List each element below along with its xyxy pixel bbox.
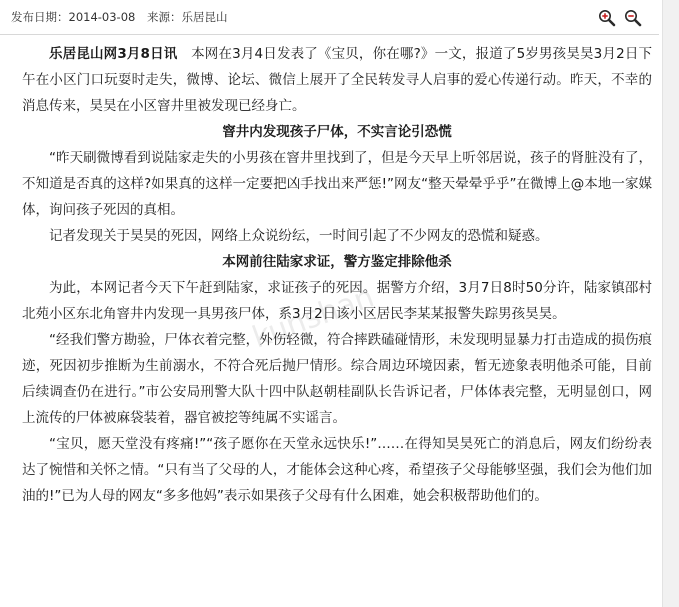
zoom-in-icon[interactable] xyxy=(598,9,616,27)
paragraph: 为此，本网记者今天下午赶到陆家，求证孩子的死因。据警方介绍，3月7日8时50分许，陆家镇邵村北苑小区东北角窨井内发现一具男孩尸体，系3月2日该小区居民李某某报警失踪男孩昊昊。 xyxy=(22,280,652,322)
paragraph: “昨天刷微博看到说陆家走失的小男孩在窨井里找到了，但是今天早上听邻居说，孩子的肾脏没有了，不知道是否真的这样?如果真的这样一定要把凶手找出来严惩!”网友“整天晕晕乎乎”在微博上@本地一家媒体，询问孩子死因的真相。 xyxy=(22,150,652,218)
paragraph xyxy=(22,41,652,119)
source xyxy=(147,10,228,24)
paragraph: “经我们警方勘验，尸体衣着完整，外伤轻微，符合摔跌磕碰情形，未发现明显暴力打击造成的损伤痕迹，死因初步推断为生前溺水，不符合死后抛尸情形。综合周边环境因素，暂无迹象表明他杀可能，目前后续调查仍在进行。”市公安局刑警大队十四中队赵朝桂副队长告诉记者，尸体体表完整，无明显创口，网上流传的尸体被麻袋装着，器官被挖等纯属不实谣言。 xyxy=(22,332,652,426)
source-label: 来源： xyxy=(147,10,182,24)
paragraph-text: 本网在3月4日发表了《宝贝，你在哪?》一文，报道了5岁男孩昊昊3月2日下午在小区门口玩耍时走失，微博、论坛、微信上展开了全民转发寻人启事的爱心传递行动。昨天，不幸的消息传来，昊昊在小区窨井里被发现已经身亡。 xyxy=(22,46,652,114)
date-label: 发布日期： xyxy=(11,10,69,24)
zoom-out-icon[interactable] xyxy=(624,9,642,27)
watermark: kunshan xyxy=(247,279,379,356)
paragraph: 记者发现关于昊昊的死因，网络上众说纷纭，一时间引起了不少网友的恐慌和疑惑。 xyxy=(49,228,549,244)
dateline: 乐居昆山网3月8日讯 xyxy=(49,46,178,62)
section-heading: 本网前往陆家求证，警方鉴定排除他杀 xyxy=(222,254,452,270)
date-value: 2014-03-08 xyxy=(68,10,136,24)
article-body xyxy=(22,41,652,509)
section-heading: 窨井内发现孩子尸体，不实言论引恐慌 xyxy=(222,124,452,140)
publish-date xyxy=(11,10,135,24)
source-value: 乐居昆山 xyxy=(181,10,228,24)
scrollbar[interactable] xyxy=(662,0,679,607)
meta-info xyxy=(11,9,236,25)
paragraph: “宝贝，愿天堂没有疼痛!”“孩子愿你在天堂永远快乐!”……在得知昊昊死亡的消息后，网友们纷纷表达了惋惜和关怀之情。“只有当了父母的人，才能体会这种心疼，希望孩子父母能够坚强，我们会为他们加油的!”已为人母的网友“多多他妈”表示如果孩子父母有什么困难，她会积极帮助他们的。 xyxy=(22,436,652,504)
article-meta-bar xyxy=(0,0,659,35)
